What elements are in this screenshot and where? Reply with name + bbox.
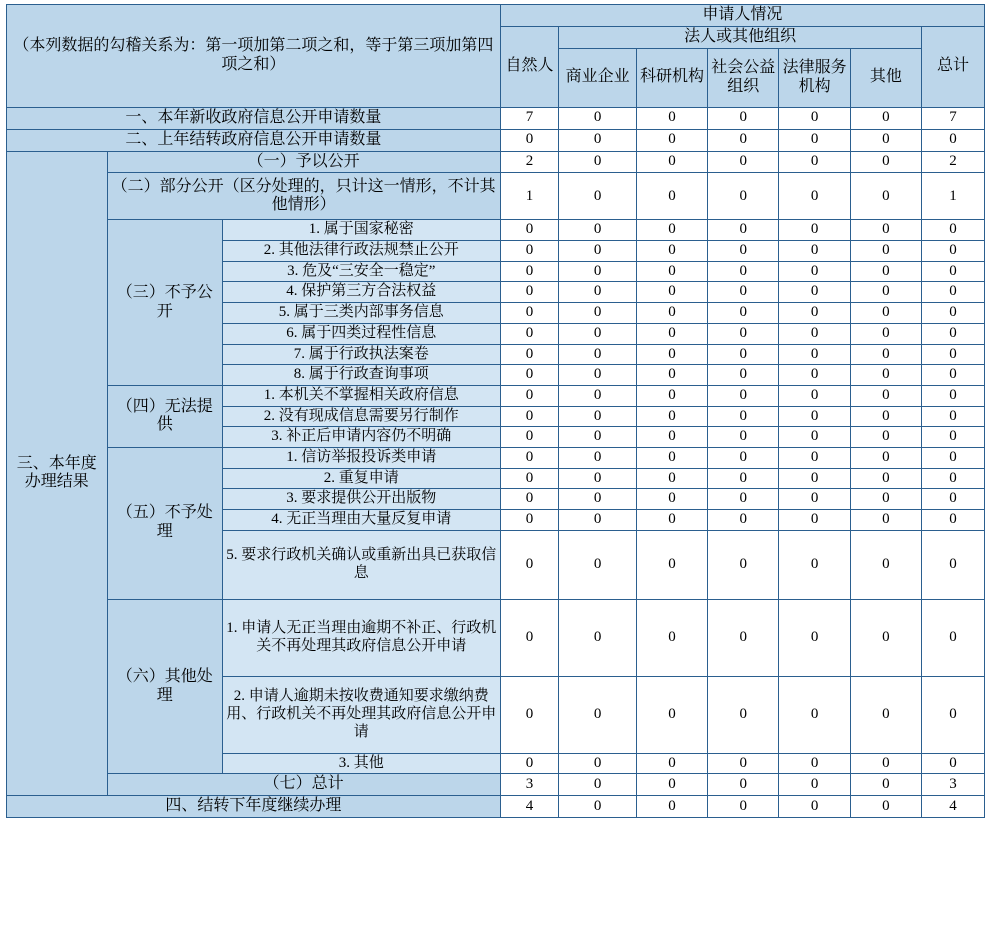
cell-3-3-4-legal: 0: [779, 282, 850, 303]
cell-3-4-2-other: 0: [850, 406, 921, 427]
government-info-disclosure-table: [6, 4, 985, 818]
cell-3-7-natural: 3: [500, 774, 559, 796]
cell-3-3-4-total: 0: [921, 282, 984, 303]
cell-3-3-5-commercial: 0: [559, 303, 637, 324]
cell-3-5-5-natural: 0: [500, 530, 559, 599]
row-label-3-3-6: 6. 属于四类过程性信息: [222, 323, 500, 344]
cell-3-5-5-commercial: 0: [559, 530, 637, 599]
row-label-3-3-2: 2. 其他法律行政法规禁止公开: [222, 241, 500, 262]
cell-3-3-5-social: 0: [708, 303, 779, 324]
cell-s4-legal: 0: [779, 796, 850, 818]
cell-3-6-3-natural: 0: [500, 753, 559, 774]
cell-3-4-3-natural: 0: [500, 427, 559, 448]
cell-3-6-2-social: 0: [708, 676, 779, 753]
cell-3-1-research: 0: [636, 151, 707, 173]
cell-3-2-social: 0: [708, 173, 779, 220]
cell-3-3-7-research: 0: [636, 344, 707, 365]
cell-3-3-3-natural: 0: [500, 261, 559, 282]
cell-s1-total: 7: [921, 107, 984, 129]
cell-3-5-4-research: 0: [636, 510, 707, 531]
header-row-1: [7, 5, 985, 27]
group-label-3-4: （四）无法提供: [107, 385, 222, 447]
cell-3-1-total: 2: [921, 151, 984, 173]
cell-3-3-3-legal: 0: [779, 261, 850, 282]
cell-3-3-7-social: 0: [708, 344, 779, 365]
cell-3-1-social: 0: [708, 151, 779, 173]
cell-3-6-3-total: 0: [921, 753, 984, 774]
cell-3-3-4-commercial: 0: [559, 282, 637, 303]
cell-3-5-4-total: 0: [921, 510, 984, 531]
cell-3-3-2-research: 0: [636, 241, 707, 262]
cell-3-6-2-commercial: 0: [559, 676, 637, 753]
cell-s1-legal: 0: [779, 107, 850, 129]
row-label-3-5-5: 5. 要求行政机关确认或重新出具已获取信息: [222, 530, 500, 599]
cell-3-3-3-other: 0: [850, 261, 921, 282]
cell-3-5-2-research: 0: [636, 468, 707, 489]
column-other: 其他: [850, 48, 921, 107]
group-label-3-3: （三）不予公开: [107, 220, 222, 386]
cell-3-1-legal: 0: [779, 151, 850, 173]
cell-3-2-commercial: 0: [559, 173, 637, 220]
cell-3-3-5-legal: 0: [779, 303, 850, 324]
cell-3-1-natural: 2: [500, 151, 559, 173]
table-row: [7, 774, 985, 796]
row-label-3-5-4: 4. 无正当理由大量反复申请: [222, 510, 500, 531]
cell-3-6-1-social: 0: [708, 599, 779, 676]
cell-3-5-3-social: 0: [708, 489, 779, 510]
cell-3-3-8-research: 0: [636, 365, 707, 386]
cell-3-5-4-natural: 0: [500, 510, 559, 531]
cell-3-5-1-commercial: 0: [559, 447, 637, 468]
cell-3-3-8-other: 0: [850, 365, 921, 386]
row-label-section-1: 一、本年新收政府信息公开申请数量: [7, 107, 501, 129]
cell-3-5-4-commercial: 0: [559, 510, 637, 531]
row-label-3-3-5: 5. 属于三类内部事务信息: [222, 303, 500, 324]
table-row: [7, 385, 985, 406]
cell-s2-natural: 0: [500, 129, 559, 151]
row-label-3-6-2: 2. 申请人逾期未按收费通知要求缴纳费用、行政机关不再处理其政府信息公开申请: [222, 676, 500, 753]
cell-3-3-2-natural: 0: [500, 241, 559, 262]
cell-3-4-2-total: 0: [921, 406, 984, 427]
row-label-section-3: 三、本年度办理结果: [7, 151, 108, 796]
cell-3-6-1-commercial: 0: [559, 599, 637, 676]
cell-3-1-other: 0: [850, 151, 921, 173]
table-row: [7, 599, 985, 676]
cell-3-4-3-total: 0: [921, 427, 984, 448]
cell-3-3-6-legal: 0: [779, 323, 850, 344]
cell-3-2-total: 1: [921, 173, 984, 220]
table-row: [7, 107, 985, 129]
cell-3-5-2-commercial: 0: [559, 468, 637, 489]
cell-3-6-2-other: 0: [850, 676, 921, 753]
cell-3-3-8-total: 0: [921, 365, 984, 386]
cell-3-3-2-social: 0: [708, 241, 779, 262]
cell-3-5-1-natural: 0: [500, 447, 559, 468]
cell-3-5-5-social: 0: [708, 530, 779, 599]
column-legal-or-other-group: 法人或其他组织: [559, 26, 922, 48]
cell-3-3-1-total: 0: [921, 220, 984, 241]
cell-3-5-3-research: 0: [636, 489, 707, 510]
row-label-3-5-2: 2. 重复申请: [222, 468, 500, 489]
table-row: [7, 447, 985, 468]
cell-3-3-6-social: 0: [708, 323, 779, 344]
cell-3-3-1-legal: 0: [779, 220, 850, 241]
cell-3-5-1-total: 0: [921, 447, 984, 468]
cell-3-2-legal: 0: [779, 173, 850, 220]
cell-3-3-7-other: 0: [850, 344, 921, 365]
cell-3-6-2-research: 0: [636, 676, 707, 753]
row-label-section-4: 四、结转下年度继续办理: [7, 796, 501, 818]
cell-3-3-6-research: 0: [636, 323, 707, 344]
cell-3-6-1-other: 0: [850, 599, 921, 676]
row-label-3-4-2: 2. 没有现成信息需要另行制作: [222, 406, 500, 427]
cell-3-6-2-natural: 0: [500, 676, 559, 753]
cell-3-5-5-research: 0: [636, 530, 707, 599]
table-row: [7, 129, 985, 151]
cell-s1-natural: 7: [500, 107, 559, 129]
cell-3-5-4-social: 0: [708, 510, 779, 531]
column-social-welfare-org: 社会公益组织: [708, 48, 779, 107]
cell-3-3-7-natural: 0: [500, 344, 559, 365]
cell-3-3-8-natural: 0: [500, 365, 559, 386]
cell-s4-research: 0: [636, 796, 707, 818]
cell-3-5-2-other: 0: [850, 468, 921, 489]
cell-3-3-1-commercial: 0: [559, 220, 637, 241]
cell-s2-legal: 0: [779, 129, 850, 151]
cell-3-3-1-social: 0: [708, 220, 779, 241]
cell-3-3-5-other: 0: [850, 303, 921, 324]
cell-s4-commercial: 0: [559, 796, 637, 818]
cell-3-3-2-other: 0: [850, 241, 921, 262]
cell-3-6-3-other: 0: [850, 753, 921, 774]
cell-3-4-1-social: 0: [708, 385, 779, 406]
cell-3-3-6-total: 0: [921, 323, 984, 344]
cell-3-3-8-social: 0: [708, 365, 779, 386]
cell-3-4-1-other: 0: [850, 385, 921, 406]
cell-3-7-research: 0: [636, 774, 707, 796]
cell-3-6-3-social: 0: [708, 753, 779, 774]
cell-3-3-5-research: 0: [636, 303, 707, 324]
checking-relation-note: （本列数据的勾稽关系为：第一项加第二项之和，等于第三项加第四项之和）: [7, 5, 501, 108]
cell-3-5-5-other: 0: [850, 530, 921, 599]
row-label-3-6-1: 1. 申请人无正当理由逾期不补正、行政机关不再处理其政府信息公开申请: [222, 599, 500, 676]
cell-s1-research: 0: [636, 107, 707, 129]
group-label-3-5: （五）不予处理: [107, 447, 222, 599]
row-label-3-3-4: 4. 保护第三方合法权益: [222, 282, 500, 303]
cell-3-6-2-legal: 0: [779, 676, 850, 753]
cell-3-6-2-total: 0: [921, 676, 984, 753]
cell-3-3-4-natural: 0: [500, 282, 559, 303]
cell-3-5-1-legal: 0: [779, 447, 850, 468]
cell-s2-commercial: 0: [559, 129, 637, 151]
cell-3-3-6-commercial: 0: [559, 323, 637, 344]
cell-3-5-2-legal: 0: [779, 468, 850, 489]
cell-3-5-4-other: 0: [850, 510, 921, 531]
row-label-3-2: （二）部分公开（区分处理的，只计这一情形，不计其他情形）: [107, 173, 500, 220]
cell-3-3-6-other: 0: [850, 323, 921, 344]
cell-3-5-3-natural: 0: [500, 489, 559, 510]
cell-3-4-3-commercial: 0: [559, 427, 637, 448]
cell-3-4-3-research: 0: [636, 427, 707, 448]
cell-3-3-7-legal: 0: [779, 344, 850, 365]
cell-3-3-4-social: 0: [708, 282, 779, 303]
cell-3-3-4-research: 0: [636, 282, 707, 303]
cell-3-7-social: 0: [708, 774, 779, 796]
cell-s1-commercial: 0: [559, 107, 637, 129]
cell-3-4-2-research: 0: [636, 406, 707, 427]
cell-3-6-1-natural: 0: [500, 599, 559, 676]
table-row: [7, 220, 985, 241]
cell-s4-social: 0: [708, 796, 779, 818]
cell-3-3-2-legal: 0: [779, 241, 850, 262]
cell-3-4-1-legal: 0: [779, 385, 850, 406]
cell-3-5-5-legal: 0: [779, 530, 850, 599]
cell-3-6-1-legal: 0: [779, 599, 850, 676]
cell-3-5-1-research: 0: [636, 447, 707, 468]
column-total: 总计: [921, 26, 984, 107]
cell-s2-research: 0: [636, 129, 707, 151]
cell-3-2-other: 0: [850, 173, 921, 220]
cell-3-3-4-other: 0: [850, 282, 921, 303]
cell-s4-other: 0: [850, 796, 921, 818]
column-research-institution: 科研机构: [636, 48, 707, 107]
row-label-3-3-8: 8. 属于行政查询事项: [222, 365, 500, 386]
cell-s2-other: 0: [850, 129, 921, 151]
cell-3-4-1-natural: 0: [500, 385, 559, 406]
column-natural-person: 自然人: [500, 26, 559, 107]
applicant-group-header: 申请人情况: [500, 5, 984, 27]
cell-3-5-3-legal: 0: [779, 489, 850, 510]
cell-3-3-2-total: 0: [921, 241, 984, 262]
cell-3-6-1-research: 0: [636, 599, 707, 676]
cell-3-3-3-commercial: 0: [559, 261, 637, 282]
cell-s2-total: 0: [921, 129, 984, 151]
cell-s2-social: 0: [708, 129, 779, 151]
row-label-3-1: （一）予以公开: [107, 151, 500, 173]
row-label-3-5-1: 1. 信访举报投诉类申请: [222, 447, 500, 468]
cell-3-3-8-commercial: 0: [559, 365, 637, 386]
cell-3-7-legal: 0: [779, 774, 850, 796]
cell-3-4-3-other: 0: [850, 427, 921, 448]
cell-3-1-commercial: 0: [559, 151, 637, 173]
cell-3-4-2-natural: 0: [500, 406, 559, 427]
cell-3-3-6-natural: 0: [500, 323, 559, 344]
cell-3-3-7-commercial: 0: [559, 344, 637, 365]
cell-3-4-1-commercial: 0: [559, 385, 637, 406]
cell-3-3-3-total: 0: [921, 261, 984, 282]
cell-3-3-1-natural: 0: [500, 220, 559, 241]
cell-3-2-research: 0: [636, 173, 707, 220]
cell-3-5-3-commercial: 0: [559, 489, 637, 510]
cell-3-5-1-other: 0: [850, 447, 921, 468]
cell-3-5-3-other: 0: [850, 489, 921, 510]
cell-3-7-commercial: 0: [559, 774, 637, 796]
row-label-3-3-1: 1. 属于国家秘密: [222, 220, 500, 241]
cell-3-6-3-legal: 0: [779, 753, 850, 774]
cell-3-3-3-social: 0: [708, 261, 779, 282]
cell-3-3-7-total: 0: [921, 344, 984, 365]
row-label-section-2: 二、上年结转政府信息公开申请数量: [7, 129, 501, 151]
cell-3-5-4-legal: 0: [779, 510, 850, 531]
cell-3-5-2-total: 0: [921, 468, 984, 489]
cell-3-4-3-legal: 0: [779, 427, 850, 448]
cell-s4-total: 4: [921, 796, 984, 818]
cell-3-6-1-total: 0: [921, 599, 984, 676]
cell-3-3-2-commercial: 0: [559, 241, 637, 262]
cell-3-3-5-total: 0: [921, 303, 984, 324]
cell-3-5-2-social: 0: [708, 468, 779, 489]
cell-s1-other: 0: [850, 107, 921, 129]
cell-3-3-5-natural: 0: [500, 303, 559, 324]
row-label-3-5-3: 3. 要求提供公开出版物: [222, 489, 500, 510]
row-label-3-3-3: 3. 危及“三安全一稳定”: [222, 261, 500, 282]
cell-3-7-other: 0: [850, 774, 921, 796]
cell-3-4-2-social: 0: [708, 406, 779, 427]
table-row: [7, 151, 985, 173]
cell-3-4-3-social: 0: [708, 427, 779, 448]
table-row: [7, 796, 985, 818]
cell-s1-social: 0: [708, 107, 779, 129]
row-label-3-4-1: 1. 本机关不掌握相关政府信息: [222, 385, 500, 406]
cell-3-5-5-total: 0: [921, 530, 984, 599]
row-label-3-3-7: 7. 属于行政执法案卷: [222, 344, 500, 365]
row-label-3-7: （七）总计: [107, 774, 500, 796]
table-row: [7, 173, 985, 220]
cell-s4-natural: 4: [500, 796, 559, 818]
cell-3-4-2-legal: 0: [779, 406, 850, 427]
row-label-3-4-3: 3. 补正后申请内容仍不明确: [222, 427, 500, 448]
cell-3-5-1-social: 0: [708, 447, 779, 468]
cell-3-3-3-research: 0: [636, 261, 707, 282]
column-commercial-enterprise: 商业企业: [559, 48, 637, 107]
row-label-3-6-3: 3. 其他: [222, 753, 500, 774]
cell-3-5-2-natural: 0: [500, 468, 559, 489]
cell-3-4-1-total: 0: [921, 385, 984, 406]
cell-3-3-1-research: 0: [636, 220, 707, 241]
cell-3-2-natural: 1: [500, 173, 559, 220]
group-label-3-6: （六）其他处理: [107, 599, 222, 774]
cell-3-7-total: 3: [921, 774, 984, 796]
cell-3-5-3-total: 0: [921, 489, 984, 510]
cell-3-3-8-legal: 0: [779, 365, 850, 386]
cell-3-3-1-other: 0: [850, 220, 921, 241]
cell-3-6-3-commercial: 0: [559, 753, 637, 774]
column-legal-service-org: 法律服务机构: [779, 48, 850, 107]
cell-3-6-3-research: 0: [636, 753, 707, 774]
cell-3-4-2-commercial: 0: [559, 406, 637, 427]
cell-3-4-1-research: 0: [636, 385, 707, 406]
